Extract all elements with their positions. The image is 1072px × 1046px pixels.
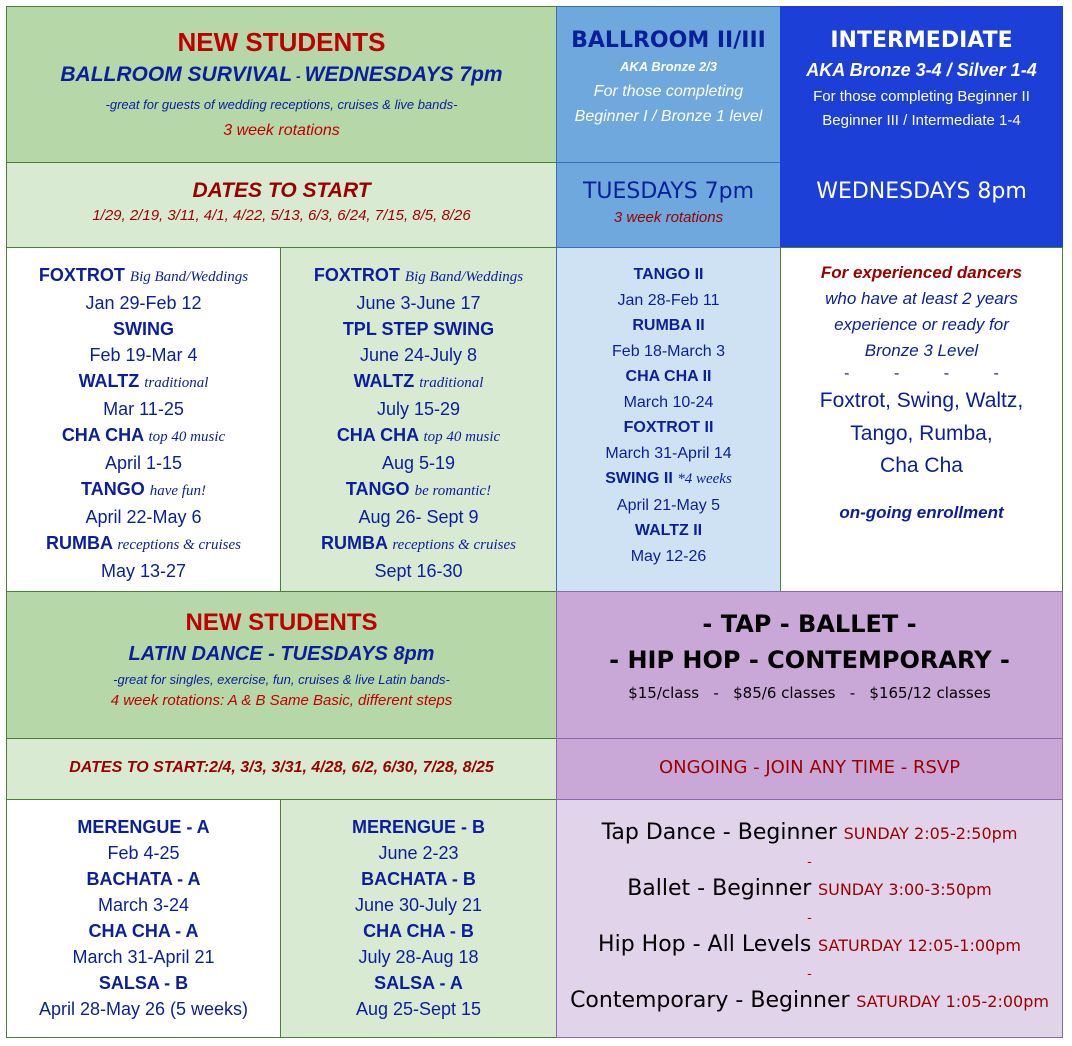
dance-dates: Feb 18-March 3 (612, 342, 725, 360)
ballroom-survival-subtitle: -great for guests of wedding receptions, cruises & live bands- (105, 97, 458, 112)
dance-dates: Aug 26- Sept 9 (358, 507, 479, 527)
dance-name-line (7, 368, 280, 396)
experienced-dashes: - - - - (844, 365, 999, 382)
dance-dates: May 12-26 (630, 547, 707, 565)
dance-note: top 40 music (148, 429, 226, 445)
dance-dates: Aug 5-19 (381, 453, 456, 473)
dance-name: FOXTROT II (623, 419, 714, 436)
class-name: Ballet - Beginner (627, 876, 812, 901)
experienced-line1: For experienced dancers (820, 263, 1023, 282)
ballroom-survival-title: BALLROOM SURVIVAL - WEDNESDAYS 7pm (60, 63, 503, 86)
dance-name: CHA CHA - B (363, 921, 474, 941)
dance-name-line (557, 466, 780, 493)
dance-note: receptions & cruises (392, 537, 516, 553)
ballroom-2-3-title: BALLROOM II/III (571, 28, 766, 53)
experienced-enrollment: on-going enrollment (839, 503, 1004, 522)
dance-name: TANGO II (633, 266, 704, 283)
dance-note: traditional (144, 375, 209, 391)
dance-name: SWING II (605, 470, 673, 487)
latin-dates-cell (6, 738, 557, 800)
tuesdays-title: TUESDAYS 7pm (582, 179, 755, 204)
ballroom-2-3-aka: AKA Bronze 2/3 (619, 59, 718, 74)
dance-name-line (7, 530, 280, 558)
dance-name-line (7, 422, 280, 450)
intermediate-line2: Beginner III / Intermediate 1-4 (822, 112, 1021, 129)
class-schedule: SUNDAY 3:00-3:50pm (817, 880, 992, 899)
intermediate-aka: AKA Bronze 3-4 / Silver 1-4 (806, 60, 1037, 80)
dance-dates: May 13-27 (100, 561, 187, 581)
latin-dates-text: DATES TO START:2/4, 3/3, 3/31, 4/28, 6/2, 6/30, 7/28, 8/25 (69, 759, 494, 776)
intermediate-line1: For those completing Beginner II (813, 88, 1030, 105)
class-name: Tap Dance - Beginner (601, 820, 837, 845)
dance-name-line (281, 970, 556, 996)
dance-name: SWING (113, 319, 174, 339)
dance-name: SALSA - B (98, 973, 189, 993)
dance-note: receptions & cruises (117, 537, 241, 553)
dance-name-line (557, 262, 780, 288)
ballroom-2-3-line1: For those completing (593, 83, 744, 100)
dance-dates: April 22-May 6 (85, 507, 202, 527)
dance-dates: Jan 28-Feb 11 (617, 291, 720, 309)
dance-name-line (281, 316, 556, 342)
dance-name-line (281, 476, 556, 504)
dance-name: WALTZ II (634, 522, 703, 539)
class-separator: - (807, 965, 812, 981)
class-name: Hip Hop - All Levels (598, 932, 812, 957)
dance-name: CHA CHA (61, 425, 144, 445)
dance-note: have fun! (149, 483, 206, 499)
tap-ballet-prices: $15/class - $85/6 classes - $165/12 classes (628, 684, 991, 702)
dance-dates: Feb 19-Mar 4 (89, 345, 198, 365)
dance-note: *4 weeks (677, 471, 732, 487)
ongoing-text: ONGOING - JOIN ANY TIME - RSVP (658, 757, 961, 778)
ballroom-schedule-col3 (556, 247, 781, 592)
dance-name-line (557, 415, 780, 441)
dance-name: FOXTROT (38, 265, 125, 285)
dance-name: BACHATA - A (86, 869, 201, 889)
dance-name-line (7, 476, 280, 504)
dance-name-line (281, 918, 556, 944)
dance-dates: June 3-June 17 (356, 293, 481, 313)
dance-name: WALTZ (353, 371, 415, 391)
dance-name-line (7, 970, 280, 996)
ballroom-2-3-cell (556, 6, 781, 163)
dance-name: TPL STEP SWING (342, 319, 495, 339)
dance-name: BACHATA - B (361, 869, 476, 889)
dance-name: CHA CHA II (625, 368, 712, 385)
new-students-heading: NEW STUDENTS (177, 27, 386, 57)
class-separator: - (807, 853, 812, 869)
classes-cell (556, 799, 1063, 1038)
dance-name-line (7, 866, 280, 892)
intermediate-title: INTERMEDIATE (830, 28, 1013, 53)
dance-name-line (557, 518, 780, 544)
dance-name: RUMBA (46, 533, 113, 553)
dance-name: SALSA - A (374, 973, 463, 993)
experienced-dances1: Foxtrot, Swing, Waltz, (819, 389, 1024, 412)
latin-rotation: 4 week rotations: A & B Same Basic, different steps (110, 692, 453, 709)
experienced-cell (780, 247, 1063, 592)
class-row (557, 868, 1062, 910)
dance-dates: Sept 16-30 (374, 561, 463, 581)
dance-name-line (7, 814, 280, 840)
dance-name-line (281, 530, 556, 558)
dance-name: RUMBA (321, 533, 388, 553)
ongoing-cell (556, 738, 1063, 800)
dance-dates: March 31-April 14 (605, 444, 732, 462)
dance-note: traditional (419, 375, 484, 391)
dance-dates: Aug 25-Sept 15 (355, 999, 482, 1019)
latin-schedule-col1 (6, 799, 281, 1038)
tap-ballet-line1: - TAP - BALLET - (702, 610, 917, 638)
dance-note: Big Band/Weddings (404, 269, 524, 285)
dance-name: TANGO (345, 479, 410, 499)
dance-dates: July 15-29 (376, 399, 461, 419)
dance-name-line (7, 316, 280, 342)
dance-name: RUMBA II (632, 317, 705, 334)
latin-schedule-col2 (280, 799, 557, 1038)
dance-name: WALTZ (78, 371, 140, 391)
dance-name-line (7, 918, 280, 944)
dance-dates: June 30-July 21 (354, 895, 483, 915)
dance-dates: June 2-23 (378, 843, 459, 863)
dance-note: top 40 music (423, 429, 501, 445)
wednesdays8-title: WEDNESDAYS 8pm (816, 179, 1027, 204)
dance-name-line (281, 422, 556, 450)
experienced-line2: who have at least 2 years (825, 289, 1018, 308)
dance-dates: Jan 29-Feb 12 (85, 293, 202, 313)
dates-to-start-cell (6, 162, 557, 248)
dance-dates: Mar 11-25 (103, 399, 184, 419)
class-schedule: SATURDAY 1:05-2:00pm (856, 992, 1049, 1011)
latin-dance-subtitle: -great for singles, exercise, fun, cruises & live Latin bands- (113, 672, 450, 687)
ballroom-schedule-col2 (280, 247, 557, 592)
new-students-ballroom-cell (6, 6, 557, 163)
ballroom-2-3-line2: Beginner I / Bronze 1 level (574, 108, 763, 125)
class-row (557, 812, 1062, 854)
class-schedule: SUNDAY 2:05-2:50pm (843, 824, 1018, 843)
dates-to-start-title: DATES TO START (192, 179, 371, 202)
experienced-dances3: Cha Cha (880, 454, 963, 477)
dance-dates: April 1-15 (104, 453, 183, 473)
tap-ballet-cell (556, 591, 1063, 739)
dance-note: be romantic! (414, 483, 492, 499)
class-row (557, 924, 1062, 966)
tuesdays-rotation: 3 week rotations (613, 209, 724, 226)
dance-name-line (281, 866, 556, 892)
dance-name: MERENGUE - B (351, 817, 485, 837)
dance-dates: July 28-Aug 18 (358, 947, 479, 967)
dance-name: MERENGUE - A (77, 817, 210, 837)
class-name: Contemporary - Beginner (570, 988, 850, 1013)
experienced-line4: Bronze 3 Level (864, 341, 979, 360)
dance-name: TANGO (81, 479, 145, 499)
class-row (557, 980, 1062, 1022)
dance-name: FOXTROT (313, 265, 400, 285)
dance-name-line (557, 364, 780, 390)
dance-name-line (557, 313, 780, 339)
dance-dates: Feb 4-25 (107, 843, 180, 863)
latin-new-students-heading: NEW STUDENTS (185, 609, 378, 636)
dance-dates: June 24-July 8 (359, 345, 478, 365)
dance-name-line (7, 262, 280, 290)
dance-note: Big Band/Weddings (129, 269, 249, 285)
tap-ballet-line2: - HIP HOP - CONTEMPORARY - (609, 646, 1010, 674)
experienced-line3: experience or ready for (834, 315, 1009, 334)
dance-dates: April 28-May 26 (5 weeks) (38, 999, 249, 1019)
new-students-latin-cell (6, 591, 557, 739)
dance-dates: March 31-April 21 (72, 947, 215, 967)
dance-dates: April 21-May 5 (616, 496, 721, 514)
wednesdays8-cell (780, 162, 1063, 248)
tuesdays-cell (556, 162, 781, 248)
latin-dance-title: LATIN DANCE - TUESDAYS 8pm (128, 643, 435, 665)
ballroom-rotation: 3 week rotations (223, 122, 340, 139)
class-separator: - (807, 909, 812, 925)
dance-name-line (281, 262, 556, 290)
dance-dates: March 3-24 (97, 895, 190, 915)
dance-name: CHA CHA (336, 425, 419, 445)
dance-name-line (281, 368, 556, 396)
dates-to-start-list: 1/29, 2/19, 3/11, 4/1, 4/22, 5/13, 6/3, 6/24, 7/15, 8/5, 8/26 (92, 207, 471, 224)
class-schedule: SATURDAY 12:05-1:00pm (818, 936, 1021, 955)
experienced-dances2: Tango, Rumba, (850, 422, 993, 445)
dance-name: CHA CHA - A (88, 921, 199, 941)
intermediate-cell (780, 6, 1063, 163)
ballroom-schedule-col1 (6, 247, 281, 592)
dance-dates: March 10-24 (623, 393, 714, 411)
dance-name-line (281, 814, 556, 840)
